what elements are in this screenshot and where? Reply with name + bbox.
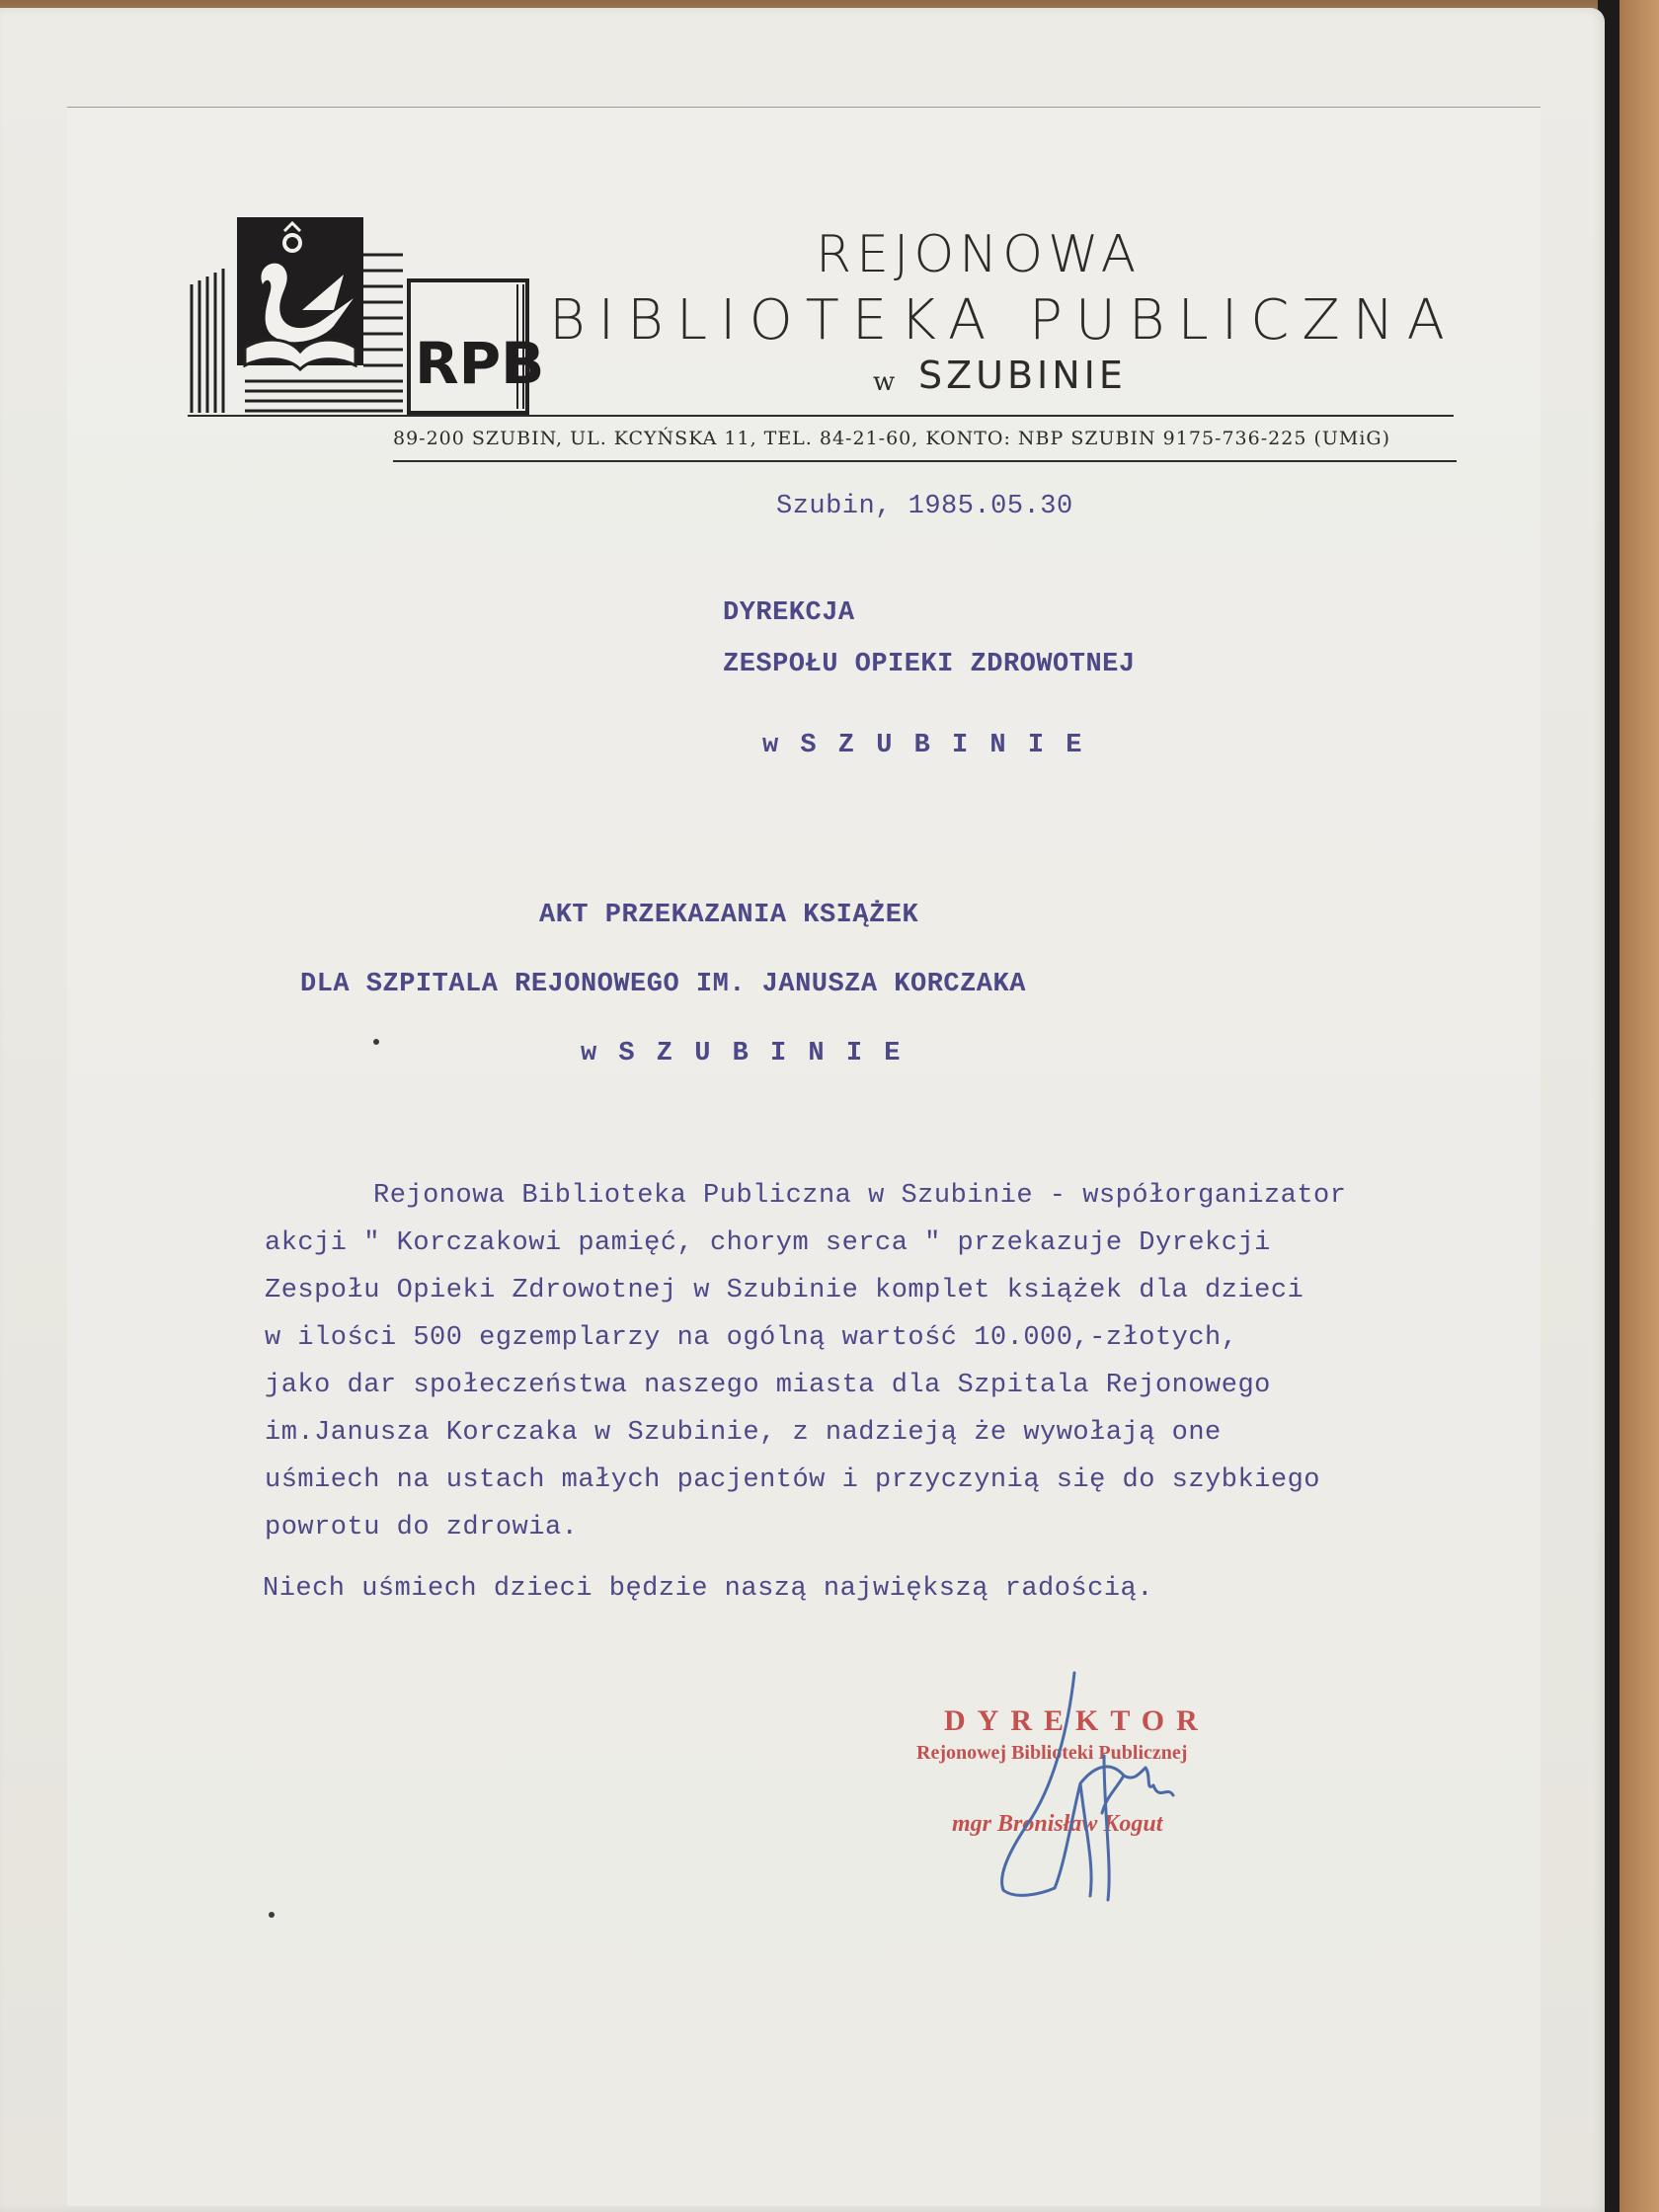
desk-background-right [1620,0,1659,2212]
stamp-institution: Rejonowej Biblioteki Publicznej [916,1742,1188,1764]
recipient-line2: ZESPOŁU OPIEKI ZDROWOTNEJ [723,650,1136,679]
letter-date: Szubin, 1985.05.30 [776,492,1073,521]
stamp-title: DYREKTOR [944,1704,1210,1737]
letterhead-line2: BIBLIOTEKA PUBLICZNA [549,288,1458,353]
body-line: jako dar społeczeństwa naszego miasta dla Szpitala Rejonowego [265,1371,1271,1400]
body-line: im.Janusza Korczaka w Szubinie, z nadzieją że wywołają one [265,1418,1222,1448]
body-line: Rejonowa Biblioteka Publiczna w Szubinie - współorganizator [373,1181,1347,1211]
letterhead-line3-prefix: w [873,367,896,397]
paper-speck [373,1039,379,1045]
body-closing: Niech uśmiech dzieci będzie naszą największą radością. [263,1574,1153,1604]
heading-line1: AKT PRZEKAZANIA KSIĄŻEK [539,901,919,930]
letterhead-line3: SZUBINIE [918,354,1127,397]
heading-line3: w S Z U B I N I E [581,1039,904,1068]
paper-speck [269,1912,275,1918]
heading-line2: DLA SZPITALA REJONOWEGO IM. JANUSZA KORCZAKA [300,970,1026,999]
signature [986,1667,1213,1906]
library-emblem-logo [186,215,545,421]
recipient-line3: w S Z U B I N I E [762,731,1085,760]
stamp-name: mgr Bronisław Kogut [952,1811,1163,1837]
letterhead-line1: REJONOWA [816,225,1142,284]
body-line: uśmiech na ustach małych pacjentów i przyczynią się do szybkiego [265,1465,1320,1495]
letterhead-rule-top [188,415,1454,417]
body-line: w ilości 500 egzemplarzy na ogólną wartość 10.000,-złotych, [265,1323,1238,1353]
body-line: akcji " Korczakowi pamięć, chorym serca " przekazuje Dyrekcji [265,1228,1271,1258]
body-line: Zespołu Opieki Zdrowotnej w Szubinie komplet książek dla dzieci [265,1276,1304,1305]
body-line: powrotu do zdrowia. [265,1513,579,1542]
letterhead-address: 89-200 SZUBIN, UL. KCYŃSKA 11, TEL. 84-21-60, KONTO: NBP SZUBIN 9175-736-225 (UMiG) [393,428,1390,449]
inner-page [67,107,1540,2206]
logo-initials: RPB [415,330,545,397]
letterhead-rule-bottom [393,460,1457,462]
recipient-line1: DYREKCJA [723,598,855,628]
